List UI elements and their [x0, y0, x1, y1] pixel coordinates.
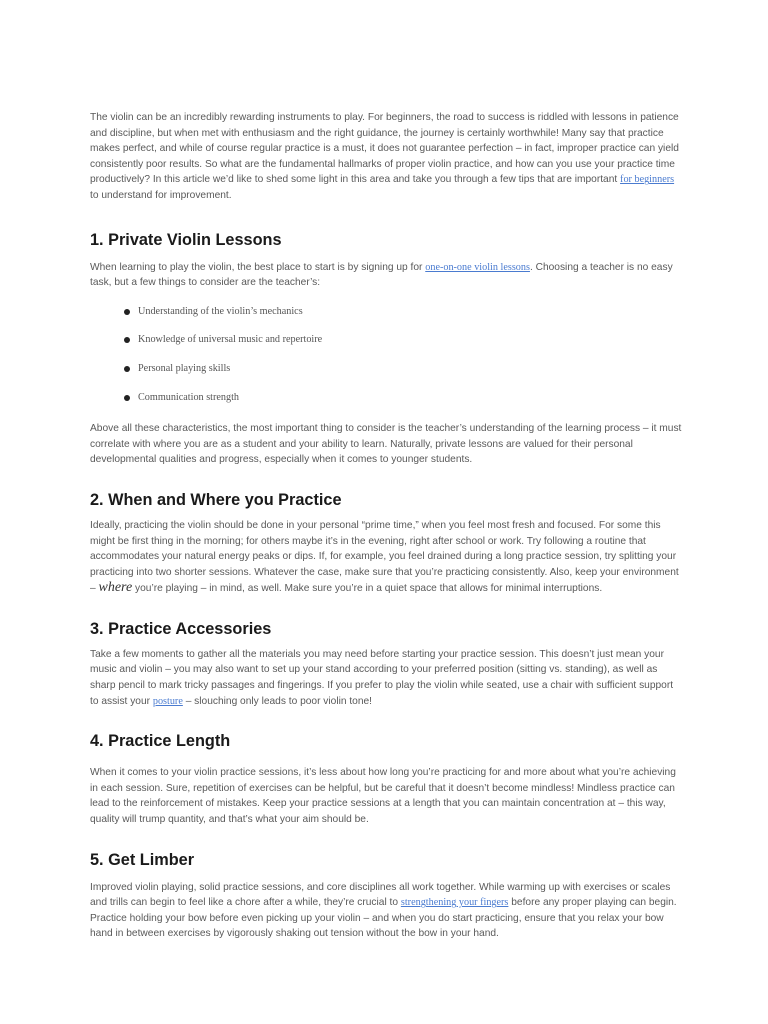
posture-link[interactable]: posture	[152, 695, 183, 707]
limber-text-end: before any proper playing can begin. Practice holding your bow before even picking up your violin – and when you do start practicing, ensure that you relax your bow hand in between exercises by vigorously shaking out tension without the bow in your hand.	[90, 897, 677, 940]
when-where-text: Ideally, practicing the violin should be done in your personal “prime time,” when you feel most fresh and focused. For some this might be first thing in the morning; for others maybe it’s in the evening, right after school or work. Try following a routine that accommodates your natural energy peaks or dips. If, for example, you feel drained during a long practice session, try splitting your practicing into two shorter sessions. Whatever the case, make sure that you’re practicing consistently. Also, keep your environment –	[90, 519, 679, 595]
intro-paragraph	[90, 110, 682, 204]
intro-text-end: to understand for improvement.	[90, 189, 232, 201]
heading-practice-length: 4. Practice Length	[90, 732, 231, 751]
intro-text: The violin can be an incredibly rewarding instruments to play. For beginners, the road to success is riddled with lessons in patience and discipline, but when met with enthusiasm and the right guidance, the journey is certainly worthwhile! Many say that practice makes perfect, and while of course regular practice is a must, it does not guarantee perfection – in fact, improper practice can yield consistently poor results. So what are the fundamental hallmarks of proper violin practice, and how can you use your practice time productively? In this article we’d like to shed some light in this area and take you through a few tips that are important	[90, 112, 679, 186]
get-limber-paragraph	[90, 880, 682, 942]
heading-private-violin-lessons: 1. Private Violin Lessons	[90, 230, 282, 249]
list-item: Understanding of the violin’s mechanics	[124, 305, 682, 334]
practice-length-paragraph: When it comes to your violin practice sessions, it’s less about how long you’re practicing for and more about what you’re achieving in each session. Sure, repetition of exercises can be helpful, but be careful that it doesn’t become mindless! Mindless practice can lead to the reinforcement of mistakes. Keep your practice sessions at a length that you can maintain concentration at – this way, quality will trump quantity, and that’s what your aim should be.	[90, 767, 676, 826]
accessories-text: Take a few moments to gather all the materials you may need before starting your practice session. This doesn’t just mean your music and violin – you may also want to set up your stand according to your preferred position (sitting vs. standing), as well as sharp pencil to mark tricky passages and fingerings. If you prefer to play the violin while seated, use a chair with sufficient support to assist your	[90, 648, 674, 707]
heading-practice-accessories: 3. Practice Accessories	[90, 619, 272, 638]
lessons-paragraph	[90, 260, 682, 291]
strengthening-fingers-link[interactable]: strengthening your fingers	[400, 897, 509, 909]
when-where-paragraph	[90, 518, 682, 597]
one-on-one-lessons-link[interactable]: one-on-one violin lessons	[425, 261, 530, 273]
lessons-summary-paragraph: Above all these characteristics, the most important thing to consider is the teacher’s understanding of the learning process – it must correlate with where you are as a student and your ability to learn. Naturally, private lessons are valued for their personal developmental qualities and progress, especially when it comes to younger students.	[90, 423, 682, 466]
article-body	[90, 110, 682, 942]
list-item: Communication strength	[124, 391, 682, 420]
lessons-text: When learning to play the violin, the best place to start is by signing up for	[90, 261, 426, 273]
teacher-qualities-list	[124, 305, 682, 419]
heading-when-and-where: 2. When and Where you Practice	[90, 490, 342, 509]
list-item: Knowledge of universal music and repertoire	[124, 333, 682, 362]
heading-get-limber: 5. Get Limber	[90, 850, 195, 869]
accessories-text-end: – slouching only leads to poor violin tone!	[182, 695, 373, 707]
when-where-text-end: you’re playing – in mind, as well. Make sure you’re in a quiet space that allows for minimal interruptions.	[132, 583, 603, 595]
for-beginners-link[interactable]: for beginners	[620, 174, 675, 186]
limber-text: Improved violin playing, solid practice sessions, and core disciplines all work together. While warming up with exercises or scales and trills can begin to feel like a chore after a while, they’re crucial to	[90, 881, 671, 909]
lessons-text-end: . Choosing a teacher is no easy task, but a few things to consider are the teacher’s:	[90, 261, 673, 289]
where-emphasis: where	[98, 580, 133, 596]
list-item: Personal playing skills	[124, 362, 682, 391]
accessories-paragraph	[90, 647, 682, 709]
